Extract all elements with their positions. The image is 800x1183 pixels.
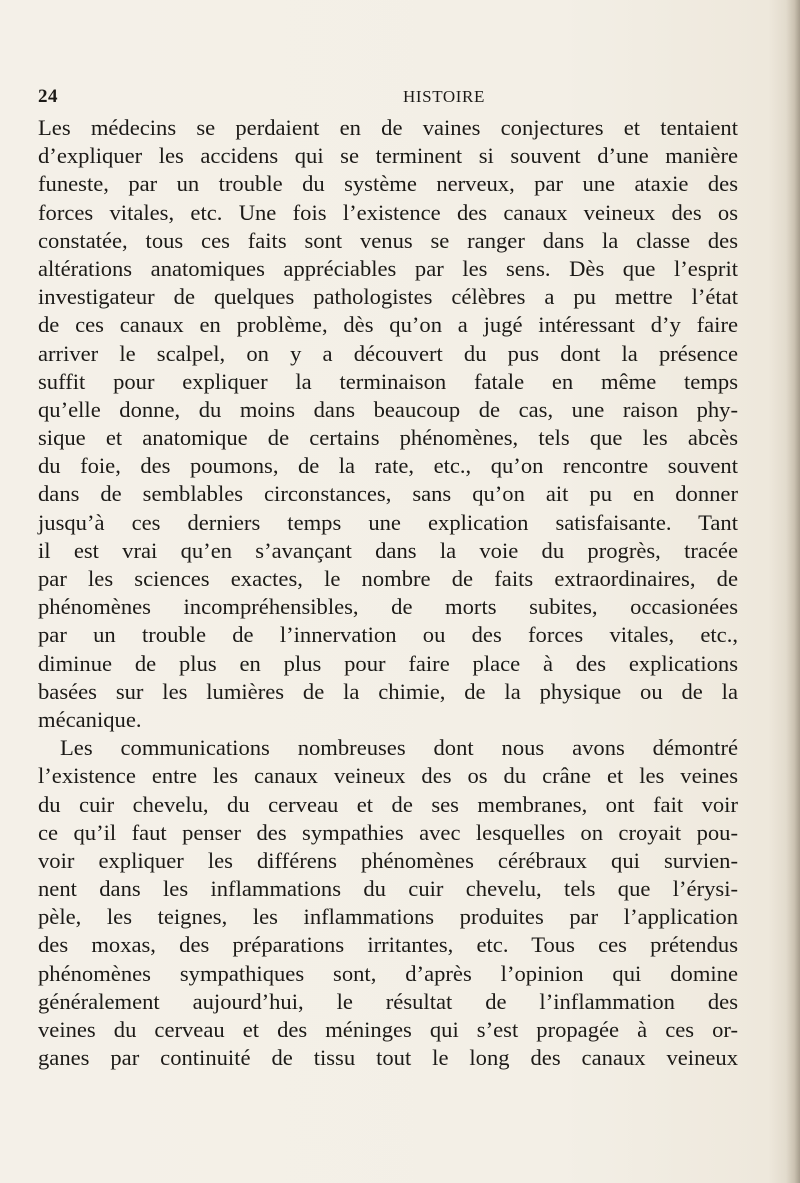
text-line: ce qu’il faut penser des sympathies avec lesquelles on croyait pou-	[38, 819, 738, 845]
text-line: pèle, les teignes, les inflammations produites par l’application	[38, 904, 738, 930]
page-header	[38, 86, 738, 110]
text-line: de ces canaux en problème, dès qu’on a jugé intéressant d’y faire	[38, 312, 738, 338]
text-line: altérations anatomiques appréciables par les sens. Dès que l’esprit	[38, 255, 738, 281]
text-line: constatée, tous ces faits sont venus se ranger dans la classe des	[38, 227, 738, 253]
text-line: du foie, des poumons, de la rate, etc., qu’on rencontre souvent	[38, 453, 738, 479]
text-line: par un trouble de l’innervation ou des forces vitales, etc.,	[38, 622, 738, 648]
text-line: jusqu’à ces derniers temps une explication satisfaisante. Tant	[38, 509, 738, 535]
text-line: généralement aujourd’hui, le résultat de l’inflammation des	[38, 988, 738, 1014]
text-line: Les médecins se perdaient en de vaines conjectures et tentaient	[38, 115, 738, 140]
text-line: par les sciences exactes, le nombre de faits extraordinaires, de	[38, 566, 738, 591]
text-line: il est vrai qu’en s’avançant dans la voie du progrès, tracée	[38, 537, 738, 563]
text-line: suffit pour expliquer la terminaison fatale en même temps	[38, 368, 738, 394]
text-line: forces vitales, etc. Une fois l’existence des canaux veineux des os	[38, 199, 738, 225]
text-line: investigateur de quelques pathologistes célèbres a pu mettre l’état	[38, 284, 738, 310]
text-line: des moxas, des préparations irritantes, etc. Tous ces prétendus	[38, 932, 738, 958]
text-line: mécanique.	[38, 706, 142, 732]
text-line: ganes par continuité de tissu tout le long des canaux veineux	[38, 1045, 738, 1071]
text-line: veines du cerveau et des méninges qui s’est propagée à ces or-	[38, 1017, 738, 1042]
text-line: du cuir chevelu, du cerveau et de ses membranes, ont fait voir	[38, 791, 738, 817]
text-line: qu’elle donne, du moins dans beaucoup de cas, une raison phy-	[38, 396, 738, 422]
text-line: sique et anatomique de certains phénomènes, tels que les abcès	[38, 425, 738, 451]
text-line: funeste, par un trouble du système nerveux, par une ataxie des	[38, 171, 738, 197]
text-line: diminue de plus en plus pour faire place à des explications	[38, 650, 738, 676]
text-line: basées sur les lumières de la chimie, de la physique ou de la	[38, 678, 738, 704]
running-head: HISTOIRE	[403, 87, 485, 106]
text-line: d’expliquer les accidens qui se terminent si souvent d’une manière	[38, 143, 738, 169]
text-line: arriver le scalpel, on y a découvert du pus dont la présence	[38, 340, 738, 366]
text-line: dans de semblables circonstances, sans qu’on ait pu en donner	[38, 481, 738, 507]
text-line: Les communications nombreuses dont nous avons démontré	[60, 735, 738, 761]
body-text	[38, 114, 738, 1072]
page-edge-shadow	[786, 0, 800, 1183]
text-line: nent dans les inflammations du cuir chevelu, tels que l’érysi-	[38, 876, 738, 902]
text-line: phénomènes incompréhensibles, de morts subites, occasionées	[38, 594, 738, 620]
text-line: l’existence entre les canaux veineux des os du crâne et les veines	[38, 763, 738, 789]
text-line: phénomènes sympathiques sont, d’après l’opinion qui domine	[38, 960, 738, 986]
text-line: voir expliquer les différens phénomènes cérébraux qui survien-	[38, 847, 738, 873]
page-number: 24	[38, 86, 58, 107]
